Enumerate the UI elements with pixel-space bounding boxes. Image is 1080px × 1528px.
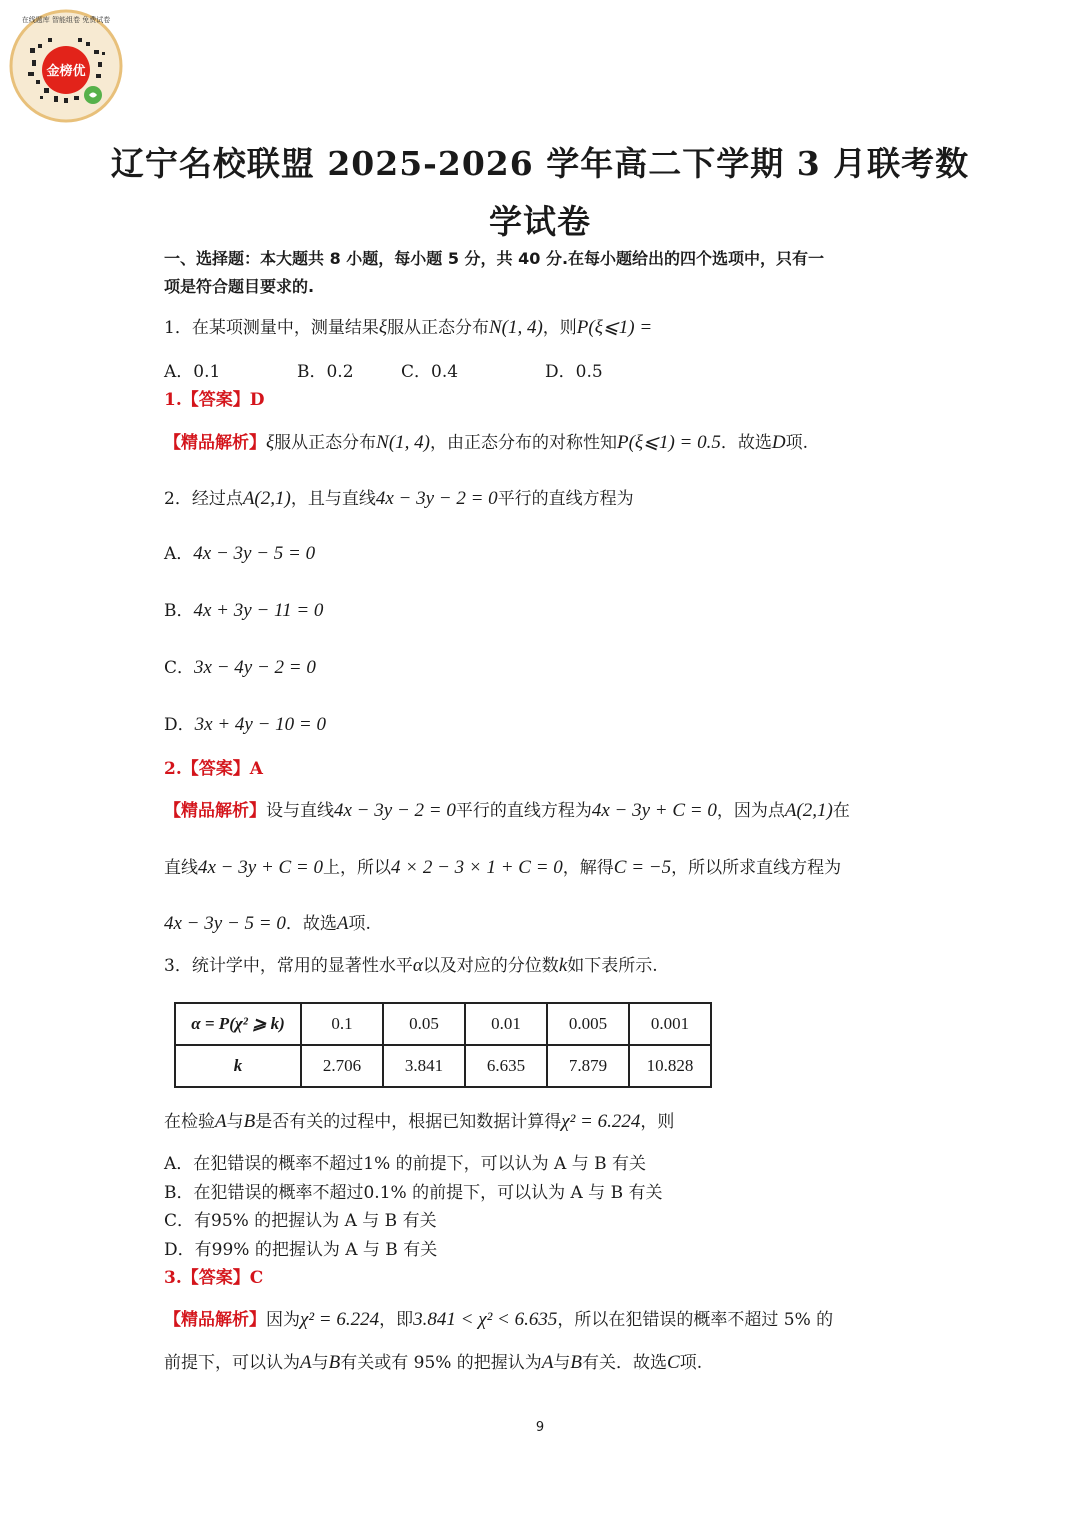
q3-analysis-line1: 【精品解析】因为χ² = 6.224，即3.841 < χ² < 6.635，所以在犯错误的概率不超过 5% 的 (164, 1309, 834, 1330)
q1-analysis: 【精品解析】ξ服从正态分布N(1, 4)，由正态分布的对称性知P(ξ⩽1) = 0.5．故选D项. (164, 432, 808, 453)
page-title-line1: 辽宁名校联盟 2025-2026 学年高二下学期 3 月联考数 (110, 144, 970, 183)
q3-option-d: D．有99% 的把握认为 A 与 B 有关 (164, 1240, 438, 1260)
table-cell: 6.635 (465, 1045, 547, 1087)
q3-option-a: A．在犯错误的概率不超过1% 的前提下，可以认为 A 与 B 有关 (164, 1154, 647, 1174)
section-heading-line2: 项是符合题目要求的. (164, 277, 315, 296)
logo-arc-text: 在线题库 智能组卷 免费试卷 (21, 16, 111, 24)
q1-stem: 1．在某项测量中，测量结果ξ服从正态分布N(1, 4)，则P(ξ⩽1) = (164, 317, 653, 338)
q2-analysis-line1: 【精品解析】设与直线4x − 3y − 2 = 0平行的直线方程为4x − 3y + C = 0，因为点A(2,1)在 (164, 800, 850, 821)
table-cell: 10.828 (629, 1045, 711, 1087)
page-number: 9 (535, 1420, 545, 1435)
table-cell: 0.005 (547, 1003, 629, 1045)
section-heading-line1: 一、选择题：本大题共 8 小题，每小题 5 分，共 40 分.在每小题给出的四个选项中，只有一 (164, 249, 825, 268)
q1-option-b: B．0.2 (297, 362, 354, 382)
table-cell: 0.001 (629, 1003, 711, 1045)
q1-answer: 1.【答案】D (164, 390, 265, 410)
q1-option-d: D．0.5 (545, 362, 603, 382)
q2-option-a: A．4x − 3y − 5 = 0 (164, 543, 316, 564)
q2-stem: 2．经过点A(2,1)，且与直线4x − 3y − 2 = 0平行的直线方程为 (164, 488, 634, 509)
qr-logo-icon (8, 8, 124, 124)
q2-option-b: B．4x + 3y − 11 = 0 (164, 600, 324, 621)
table-row (175, 1003, 711, 1045)
q2-answer: 2.【答案】A (164, 759, 263, 779)
table-header-alpha: α = P(χ² ⩾ k) (175, 1003, 301, 1045)
q2-option-c: C．3x − 4y − 2 = 0 (164, 657, 316, 678)
q3-option-c: C．有95% 的把握认为 A 与 B 有关 (164, 1211, 437, 1231)
quantile-table (174, 1002, 712, 1088)
table-cell: 0.1 (301, 1003, 383, 1045)
table-header-k: k (175, 1045, 301, 1087)
q3-answer: 3.【答案】C (164, 1268, 264, 1288)
table-cell: 2.706 (301, 1045, 383, 1087)
q3-check: 在检验A与B是否有关的过程中，根据已知数据计算得χ² = 6.224，则 (164, 1111, 675, 1132)
table-cell: 0.01 (465, 1003, 547, 1045)
table-cell: 0.05 (383, 1003, 465, 1045)
page-title-line2: 学试卷 (489, 202, 591, 241)
q3-analysis-line2: 前提下，可以认为A与B有关或有 95% 的把握认为A与B有关．故选C项. (164, 1352, 703, 1373)
q2-analysis-line3: 4x − 3y − 5 = 0．故选A项. (164, 913, 371, 934)
q1-option-a: A．0.1 (164, 362, 221, 382)
q1-option-c: C．0.4 (401, 362, 459, 382)
q3-stem: 3．统计学中，常用的显著性水平α以及对应的分位数k如下表所示. (164, 955, 658, 976)
table-cell: 7.879 (547, 1045, 629, 1087)
table-row (175, 1045, 711, 1087)
q2-analysis-line2: 直线4x − 3y + C = 0上，所以4 × 2 − 3 × 1 + C = 0，解得C = −5，所以所求直线方程为 (164, 857, 842, 878)
table-cell: 3.841 (383, 1045, 465, 1087)
logo (8, 8, 124, 124)
logo-center-text: 金榜优 (46, 64, 86, 79)
q2-option-d: D．3x + 4y − 10 = 0 (164, 714, 326, 735)
q3-option-b: B．在犯错误的概率不超过0.1% 的前提下，可以认为 A 与 B 有关 (164, 1183, 663, 1203)
